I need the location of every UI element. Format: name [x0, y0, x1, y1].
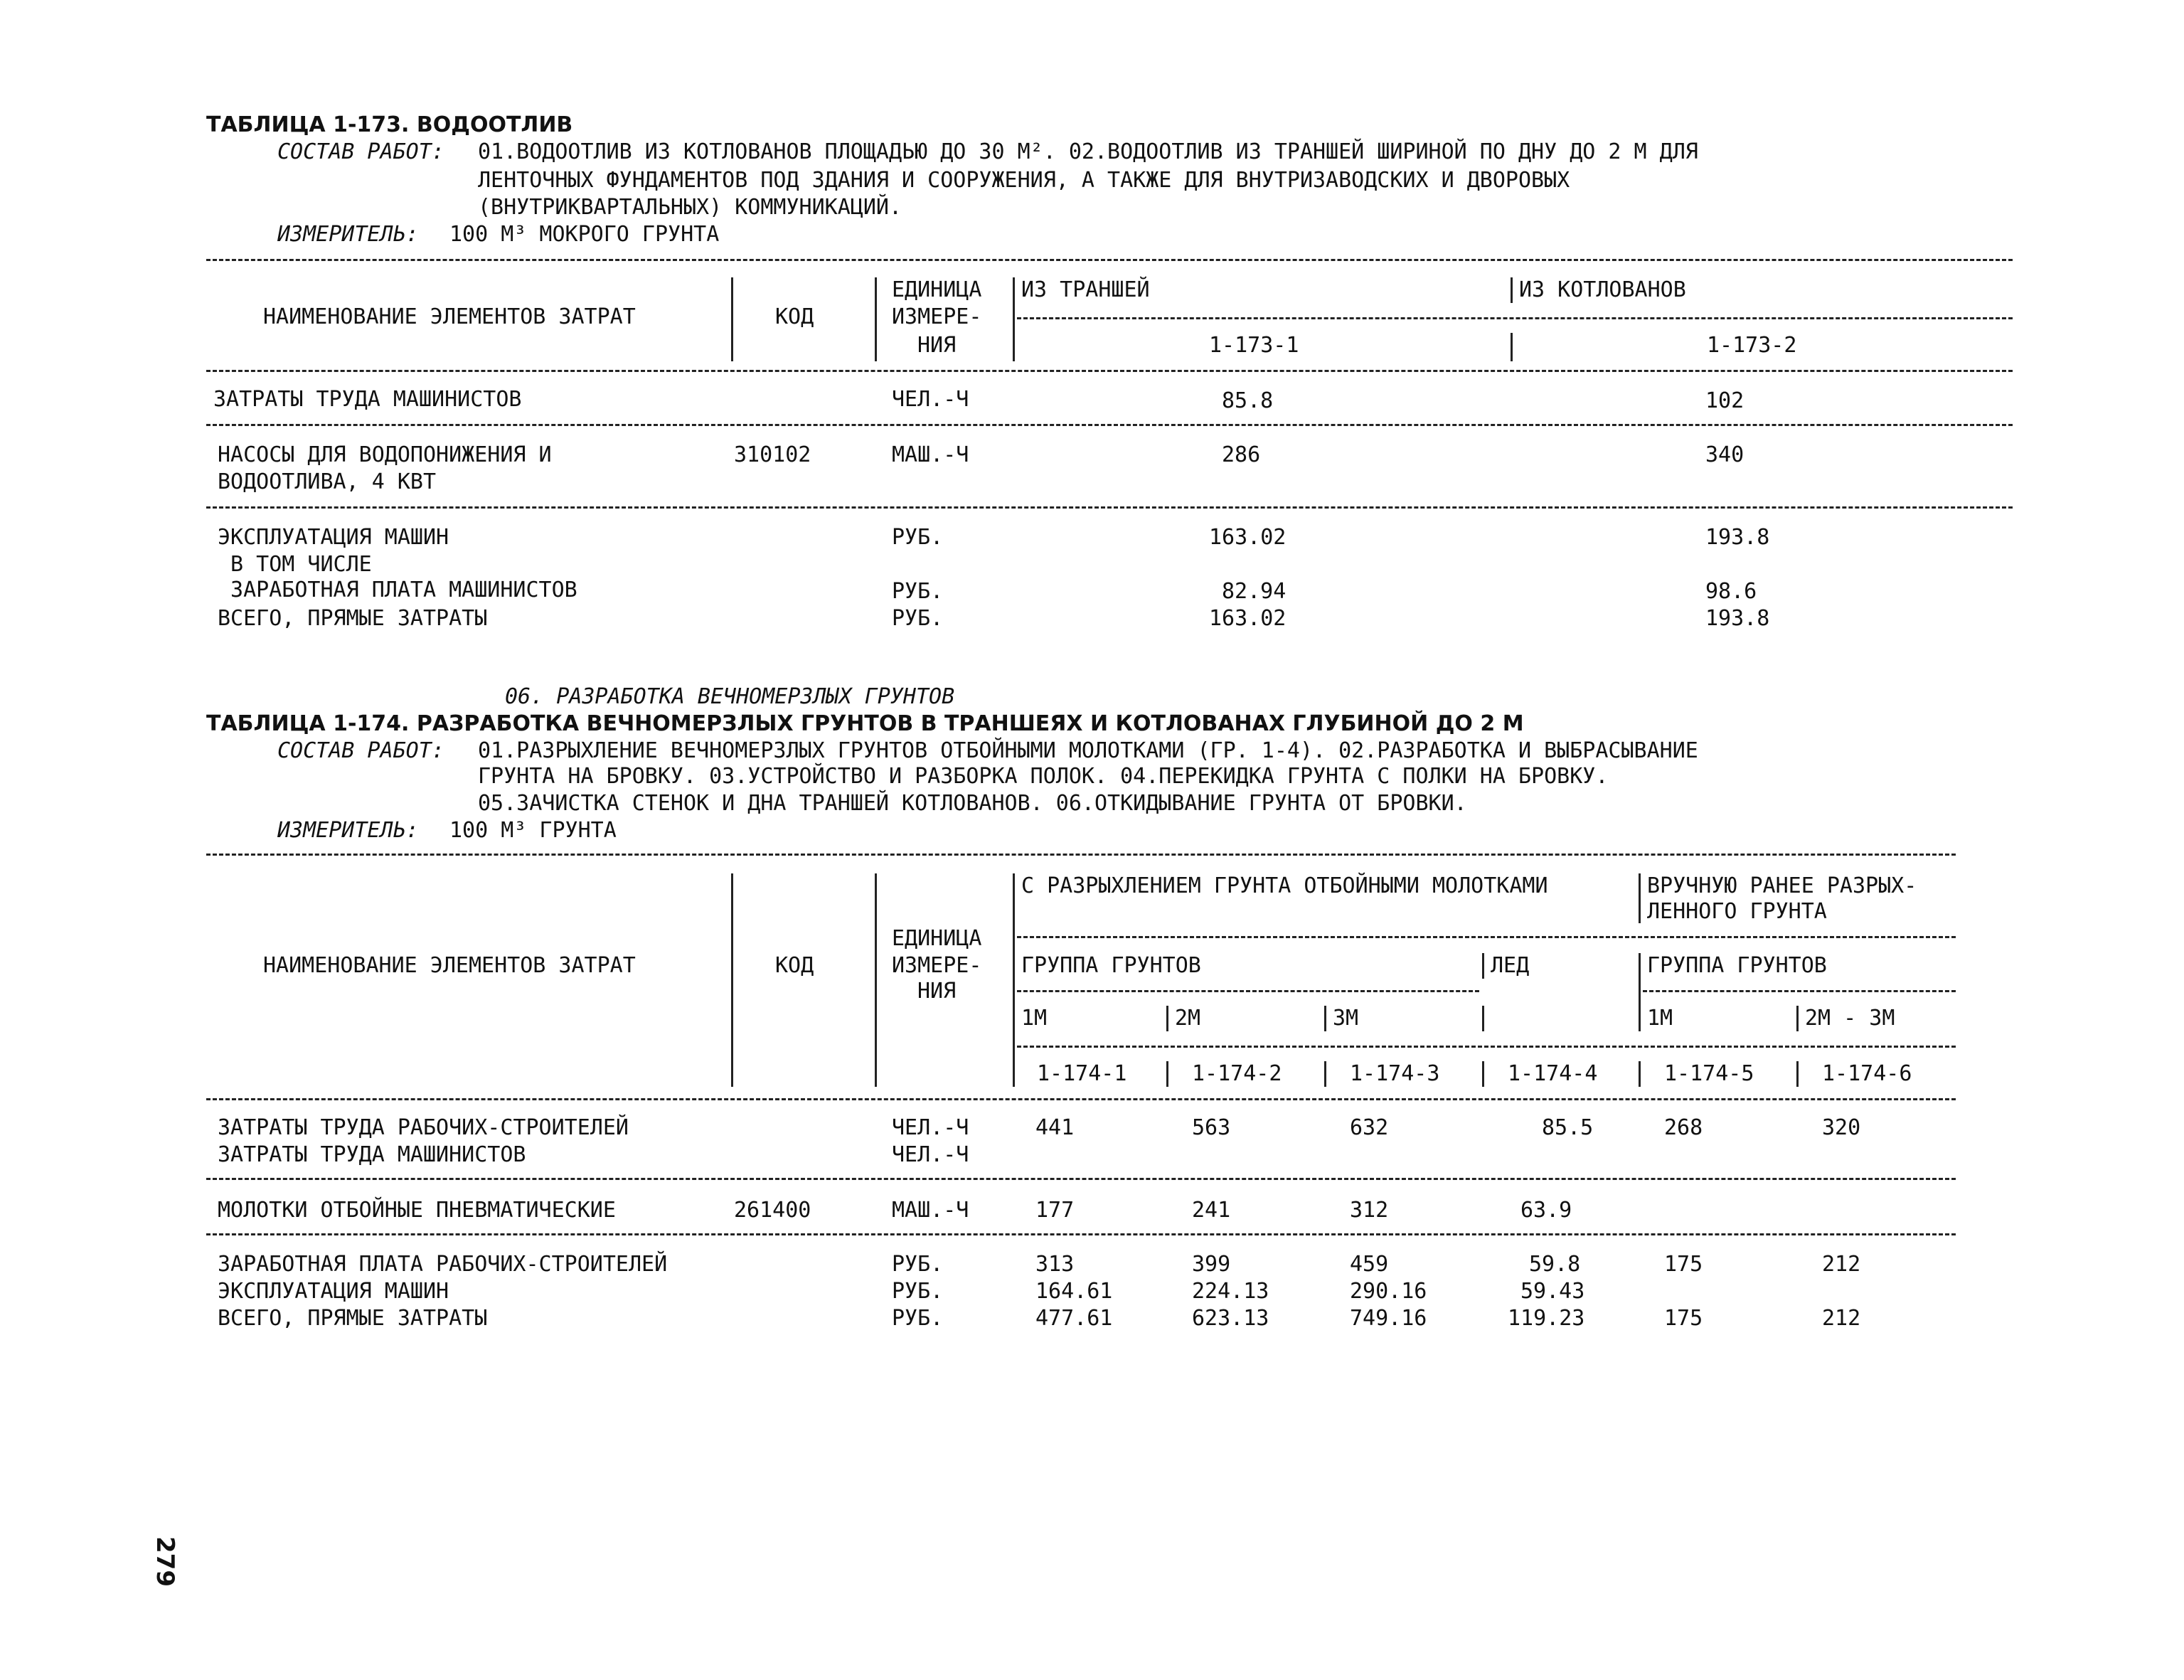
- t174-header-group-b: ЛЕННОГО ГРУНТА: [1647, 899, 1827, 924]
- t174-row-unit: ЧЕЛ.-Ч: [892, 1142, 969, 1167]
- t174-rule-top: [206, 854, 1956, 856]
- t174-header-sub: 2М - 3М: [1805, 1006, 1895, 1031]
- t173-row-value: 163.02: [1209, 525, 1287, 550]
- t173-rule: [206, 506, 2013, 509]
- t174-row-value: 459: [1350, 1252, 1389, 1277]
- t174-header-code-num: 1-174-4: [1508, 1061, 1598, 1086]
- t174-row-value: 59.43: [1520, 1279, 1585, 1304]
- t174-row-name: ЭКСПЛУАТАЦИЯ МАШИН: [218, 1279, 449, 1304]
- t174-row-value: 212: [1822, 1252, 1861, 1277]
- t174-col-divider: [1482, 1006, 1484, 1031]
- t174-col-divider: [1796, 1006, 1799, 1031]
- t174-header-code-num: 1-174-3: [1350, 1061, 1440, 1086]
- t173-row-unit: РУБ.: [892, 606, 944, 631]
- t174-header-sub: 1М: [1647, 1006, 1673, 1031]
- t174-col-divider: [1482, 1061, 1484, 1087]
- t174-composition-line: 05.ЗАЧИСТКА СТЕНОК И ДНА ТРАНШЕЙ КОТЛОВАНОВ. 06.ОТКИДЫВАНИЕ ГРУНТА ОТ БРОВКИ.: [478, 791, 1467, 816]
- t173-row-name: ЗАТРАТЫ ТРУДА МАШИНИСТОВ: [213, 387, 522, 412]
- t174-header-subrule: [1017, 1046, 1956, 1048]
- t173-composition-line: ЛЕНТОЧНЫХ ФУНДАМЕНТОВ ПОД ЗДАНИЯ И СООРУЖЕНИЯ, А ТАКЖЕ ДЛЯ ВНУТРИЗАВОДСКИХ И ДВОРОВЫХ: [478, 168, 1570, 193]
- t174-header-subrule: [1017, 936, 1956, 938]
- page-number: 279: [151, 1536, 179, 1587]
- t174-row-value: 749.16: [1350, 1306, 1427, 1331]
- t173-measure-label: ИЗМЕРИТЕЛЬ:: [277, 222, 419, 247]
- t173-header-name: НАИМЕНОВАНИЕ ЭЛЕМЕНТОВ ЗАТРАТ: [263, 304, 636, 329]
- t173-rule-header-bottom: [206, 370, 2013, 372]
- t174-row-value: 63.9: [1520, 1198, 1572, 1223]
- t174-row-name: МОЛОТКИ ОТБОЙНЫЕ ПНЕВМАТИЧЕСКИЕ: [218, 1198, 616, 1223]
- t174-row-unit: РУБ.: [892, 1252, 944, 1277]
- t174-col-divider: [1796, 1061, 1799, 1087]
- t173-header-code1: 1-173-1: [1209, 333, 1299, 358]
- t173-col-divider: [1511, 277, 1513, 303]
- t173-header-trench: ИЗ ТРАНШЕЙ: [1021, 277, 1150, 302]
- t173-row-value: 98.6: [1705, 579, 1757, 604]
- t173-row-unit: ЧЕЛ.-Ч: [892, 387, 969, 412]
- t174-row-value: 119.23: [1508, 1306, 1585, 1331]
- t174-row-value: 477.61: [1035, 1306, 1113, 1331]
- t173-header-subrule: [1017, 317, 2013, 319]
- t173-row-value: 163.02: [1209, 606, 1287, 631]
- t173-composition-label: СОСТАВ РАБОТ:: [277, 139, 444, 164]
- t174-header-unit: ЕДИНИЦА: [892, 926, 982, 951]
- t174-header-soil-group: ГРУППА ГРУНТОВ: [1021, 953, 1201, 978]
- t174-row-value: 212: [1822, 1306, 1861, 1331]
- t174-header-soil-group-b: ГРУППА ГРУНТОВ: [1647, 953, 1827, 978]
- section-title: 06. РАЗРАБОТКА ВЕЧНОМЕРЗЛЫХ ГРУНТОВ: [505, 684, 955, 709]
- t174-header-code: КОД: [775, 953, 814, 978]
- t174-row-code: 261400: [734, 1198, 811, 1223]
- t174-row-value: 241: [1192, 1198, 1231, 1223]
- t174-col-divider: [1166, 1061, 1168, 1087]
- t174-header-sub: 1М: [1021, 1006, 1048, 1031]
- t174-row-value: 399: [1192, 1252, 1231, 1277]
- t174-row-value: 164.61: [1035, 1279, 1113, 1304]
- t174-col-divider: [1639, 873, 1641, 923]
- t173-row-value: 193.8: [1705, 525, 1770, 550]
- table-173-title: ТАБЛИЦА 1-173. ВОДООТЛИВ: [206, 112, 573, 137]
- t173-row-name: ЗАРАБОТНАЯ ПЛАТА МАШИНИСТОВ: [218, 578, 577, 602]
- t174-row-unit: МАШ.-Ч: [892, 1198, 969, 1223]
- t173-row-unit: РУБ.: [892, 525, 944, 550]
- t174-header-code-num: 1-174-2: [1192, 1061, 1282, 1086]
- t174-col-divider: [1482, 953, 1484, 979]
- t174-header-subrule: [1643, 990, 1956, 992]
- t173-header-code2: 1-173-2: [1707, 333, 1797, 358]
- t173-row-unit: РУБ.: [892, 579, 944, 604]
- t174-header-group-a: С РАЗРЫХЛЕНИЕМ ГРУНТА ОТБОЙНЫМИ МОЛОТКАМИ: [1021, 873, 1548, 898]
- t173-header-pit: ИЗ КОТЛОВАНОВ: [1519, 277, 1686, 302]
- t174-header-code-num: 1-174-6: [1822, 1061, 1912, 1086]
- t174-row-value: 224.13: [1192, 1279, 1269, 1304]
- t174-col-divider: [1639, 1061, 1641, 1087]
- t174-row-unit: РУБ.: [892, 1279, 944, 1304]
- t174-header-sub: 3М: [1333, 1006, 1359, 1031]
- t174-row-name: ЗАТРАТЫ ТРУДА МАШИНИСТОВ: [218, 1142, 526, 1167]
- t173-row-value: 82.94: [1222, 579, 1287, 604]
- t173-row-name: В ТОМ ЧИСЛЕ: [218, 552, 372, 577]
- t173-rule-top: [206, 259, 2013, 261]
- t173-row-unit: МАШ.-Ч: [892, 442, 969, 467]
- t174-row-value: 623.13: [1192, 1306, 1269, 1331]
- t173-header-unit: ИЗМЕРЕ-: [892, 304, 982, 329]
- t174-header-code-num: 1-174-5: [1664, 1061, 1754, 1086]
- t173-header-unit: ЕДИНИЦА: [892, 277, 982, 302]
- t173-row-value: 286: [1222, 442, 1261, 467]
- t174-composition-label: СОСТАВ РАБОТ:: [277, 738, 444, 763]
- t174-header-unit: ИЗМЕРЕ-: [892, 953, 982, 978]
- t173-header-code: КОД: [775, 304, 814, 329]
- t174-row-name: ЗАТРАТЫ ТРУДА РАБОЧИХ-СТРОИТЕЛЕЙ: [218, 1115, 629, 1140]
- t174-row-value: 320: [1822, 1115, 1861, 1140]
- t174-header-unit: НИЯ: [917, 979, 957, 1004]
- t174-row-value: 59.8: [1529, 1252, 1581, 1277]
- t174-row-unit: ЧЕЛ.-Ч: [892, 1115, 969, 1140]
- t173-composition-line: 01.ВОДООТЛИВ ИЗ КОТЛОВАНОВ ПЛОЩАДЬЮ ДО 30 М². 02.ВОДООТЛИВ ИЗ ТРАНШЕЙ ШИРИНОЙ ПО ДНУ ДО 2 М ДЛЯ: [478, 139, 1698, 164]
- t173-row-value: 340: [1705, 442, 1744, 467]
- t174-measure-label: ИЗМЕРИТЕЛЬ:: [277, 818, 419, 843]
- t174-col-divider: [1324, 1006, 1326, 1031]
- t174-row-value: 85.5: [1542, 1115, 1594, 1140]
- t173-col-divider: [875, 277, 877, 361]
- t174-row-value: 441: [1035, 1115, 1075, 1140]
- t173-measure: 100 М³ МОКРОГО ГРУНТА: [449, 222, 720, 247]
- t174-header-code-num: 1-174-1: [1037, 1061, 1127, 1086]
- t173-row-value: 193.8: [1705, 606, 1770, 631]
- t173-row-name: НАСОСЫ ДЛЯ ВОДОПОНИЖЕНИЯ И: [218, 442, 552, 467]
- t173-composition-line: (ВНУТРИКВАРТАЛЬНЫХ) КОММУНИКАЦИЙ.: [478, 195, 902, 220]
- t174-row-value: 177: [1035, 1198, 1075, 1223]
- t173-row-name: ЭКСПЛУАТАЦИЯ МАШИН: [218, 525, 449, 550]
- t174-measure: 100 М³ ГРУНТА: [449, 818, 617, 843]
- t174-col-divider: [1639, 953, 1641, 1031]
- t174-row-value: 175: [1664, 1306, 1703, 1331]
- t174-row-name: ВСЕГО, ПРЯМЫЕ ЗАТРАТЫ: [218, 1306, 488, 1331]
- t173-col-divider: [1013, 277, 1015, 361]
- t173-col-divider: [1511, 333, 1513, 361]
- t174-row-unit: РУБ.: [892, 1306, 944, 1331]
- t174-col-divider: [731, 873, 733, 1087]
- t173-row-name: ВСЕГО, ПРЯМЫЕ ЗАТРАТЫ: [218, 606, 488, 631]
- t174-row-name: ЗАРАБОТНАЯ ПЛАТА РАБОЧИХ-СТРОИТЕЛЕЙ: [218, 1252, 668, 1277]
- t174-row-value: 632: [1350, 1115, 1389, 1140]
- t173-col-divider: [731, 277, 733, 361]
- t174-composition-line: ГРУНТА НА БРОВКУ. 03.УСТРОЙСТВО И РАЗБОРКА ПОЛОК. 04.ПЕРЕКИДКА ГРУНТА С ПОЛКИ НА БРОВКУ.: [478, 764, 1609, 789]
- t174-header-name: НАИМЕНОВАНИЕ ЭЛЕМЕНТОВ ЗАТРАТ: [263, 953, 636, 978]
- t173-row-value: 102: [1705, 388, 1744, 413]
- t174-col-divider: [875, 873, 877, 1087]
- t174-header-ice: ЛЕД: [1491, 953, 1530, 978]
- t173-rule: [206, 424, 2013, 426]
- t174-row-value: 175: [1664, 1252, 1703, 1277]
- t174-row-value: 313: [1035, 1252, 1075, 1277]
- table-174-title: ТАБЛИЦА 1-174. РАЗРАБОТКА ВЕЧНОМЕРЗЛЫХ ГРУНТОВ В ТРАНШЕЯХ И КОТЛОВАНАХ ГЛУБИНОЙ ДО 2 М: [206, 711, 1524, 736]
- t174-header-subrule: [1017, 990, 1479, 992]
- t174-header-sub: 2М: [1175, 1006, 1201, 1031]
- t173-row-name: ВОДООТЛИВА, 4 КВТ: [218, 469, 437, 494]
- t174-col-divider: [1324, 1061, 1326, 1087]
- t173-header-unit: НИЯ: [917, 333, 957, 358]
- t174-header-group-b: ВРУЧНУЮ РАНЕЕ РАЗРЫХ-: [1647, 873, 1917, 898]
- t174-row-value: 312: [1350, 1198, 1389, 1223]
- t174-composition-line: 01.РАЗРЫХЛЕНИЕ ВЕЧНОМЕРЗЛЫХ ГРУНТОВ ОТБОЙНЫМИ МОЛОТКАМИ (ГР. 1-4). 02.РАЗРАБОТКА И ВЫБРАСЫВАНИЕ: [478, 738, 1698, 763]
- t174-row-value: 290.16: [1350, 1279, 1427, 1304]
- t174-rule: [206, 1233, 1956, 1235]
- t174-col-divider: [1013, 873, 1015, 1087]
- t174-rule: [206, 1178, 1956, 1180]
- t174-rule-header-bottom: [206, 1098, 1956, 1100]
- t174-col-divider: [1166, 1006, 1168, 1031]
- t174-row-value: 563: [1192, 1115, 1231, 1140]
- t174-row-value: 268: [1664, 1115, 1703, 1140]
- t173-row-value: 85.8: [1222, 388, 1274, 413]
- t173-row-code: 310102: [734, 442, 811, 467]
